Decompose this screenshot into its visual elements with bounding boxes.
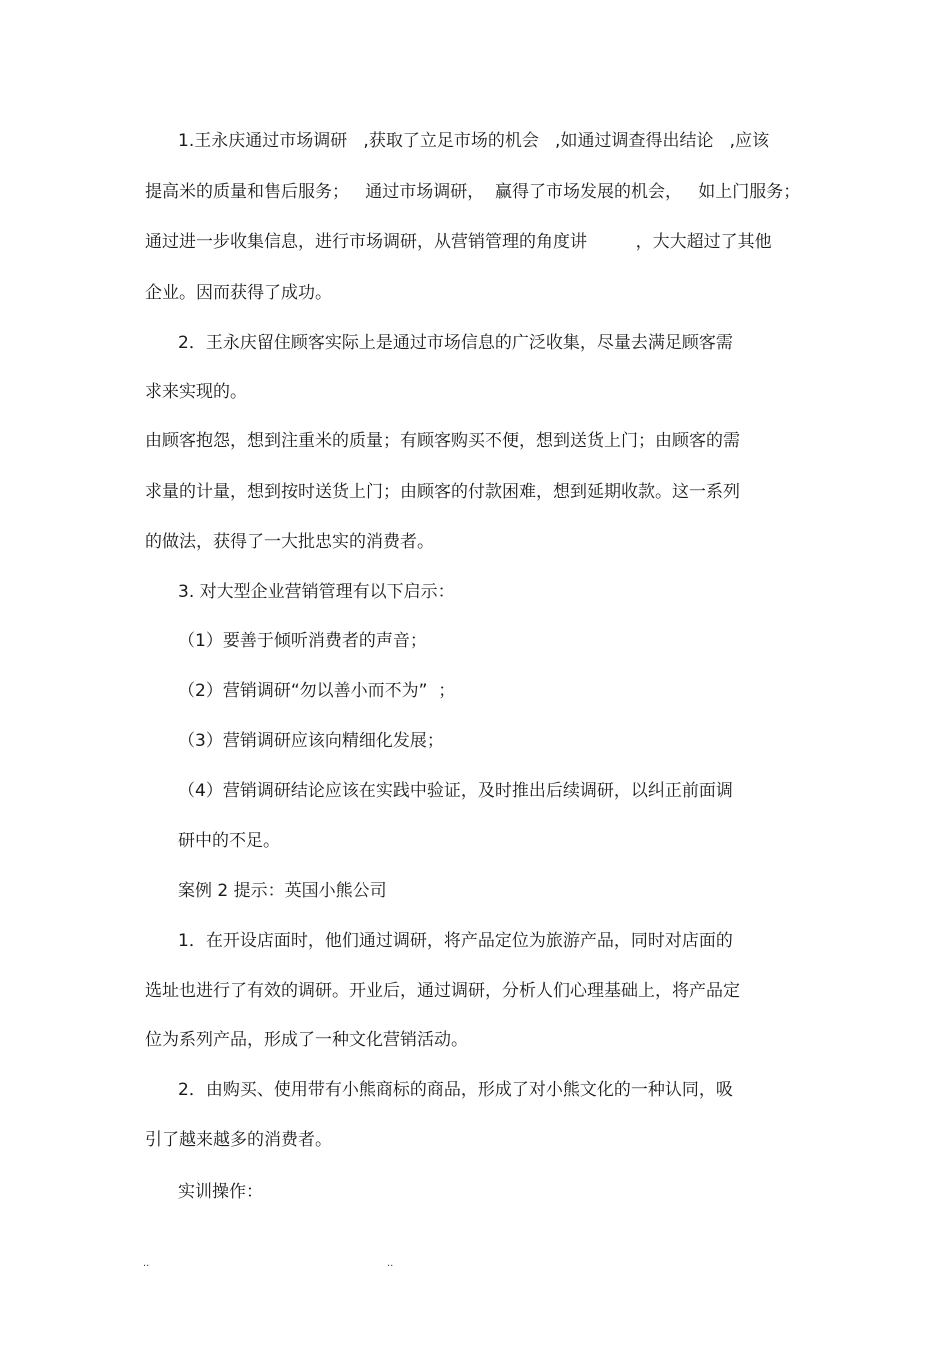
paragraph-line: 研中的不足。	[178, 831, 280, 851]
list-item: （4）营销调研结论应该在实践中验证，及时推出后续调研，以纠正前面调	[178, 781, 733, 801]
paragraph-line: 通过进一步收集信息，进行市场调研，从营销管理的角度讲 ，大大超过了其他	[145, 232, 772, 252]
paragraph-line: 求来实现的。	[145, 382, 247, 402]
paragraph-line: 求量的计量，想到按时送货上门；由顾客的付款困难，想到延期收款。这一系列	[145, 482, 740, 502]
paragraph-line: 的做法，获得了一大批忠实的消费者。	[145, 532, 434, 552]
list-item: （2）营销调研“勿以善小而不为” ；	[178, 681, 456, 701]
paragraph-line: 位为系列产品，形成了一种文化营销活动。	[145, 1030, 468, 1050]
paragraph-line: 1．在开设店面时，他们通过调研，将产品定位为旅游产品，同时对店面的	[178, 931, 733, 951]
paragraph-line: 选址也进行了有效的调研。开业后，通过调研，分析人们心理基础上，将产品定	[145, 981, 740, 1001]
paragraph-line: 3. 对大型企业营销管理有以下启示：	[178, 582, 455, 602]
section-heading: 案例 2 提示：英国小熊公司	[178, 881, 387, 901]
paragraph-line: 由顾客抱怨，想到注重米的质量；有顾客购买不便，想到送货上门；由顾客的需	[145, 431, 740, 451]
list-item: （1）要善于倾听消费者的声音；	[178, 631, 427, 651]
paragraph-line: 2．由购买、使用带有小熊商标的商品，形成了对小熊文化的一种认同，吸	[178, 1080, 733, 1100]
paragraph-line: 引了越来越多的消费者。	[145, 1130, 332, 1150]
paragraph-line: 提高米的质量和售后服务； 通过市场调研， 赢得了市场发展的机会， 如上门服务；	[145, 182, 801, 202]
paragraph-line: 企业。因而获得了成功。	[145, 283, 332, 303]
list-item: （3）营销调研应该向精细化发展；	[178, 731, 444, 751]
footer-mark-left: ..	[143, 1258, 150, 1269]
paragraph-line: 1.王永庆通过市场调研 ,获取了立足市场的机会 ,如通过调查得出结论 ,应该	[178, 131, 770, 151]
paragraph-line: 2．王永庆留住顾客实际上是通过市场信息的广泛收集，尽量去满足顾客需	[178, 333, 733, 353]
footer-mark-right: ..	[387, 1258, 394, 1269]
section-heading: 实训操作：	[178, 1182, 263, 1202]
